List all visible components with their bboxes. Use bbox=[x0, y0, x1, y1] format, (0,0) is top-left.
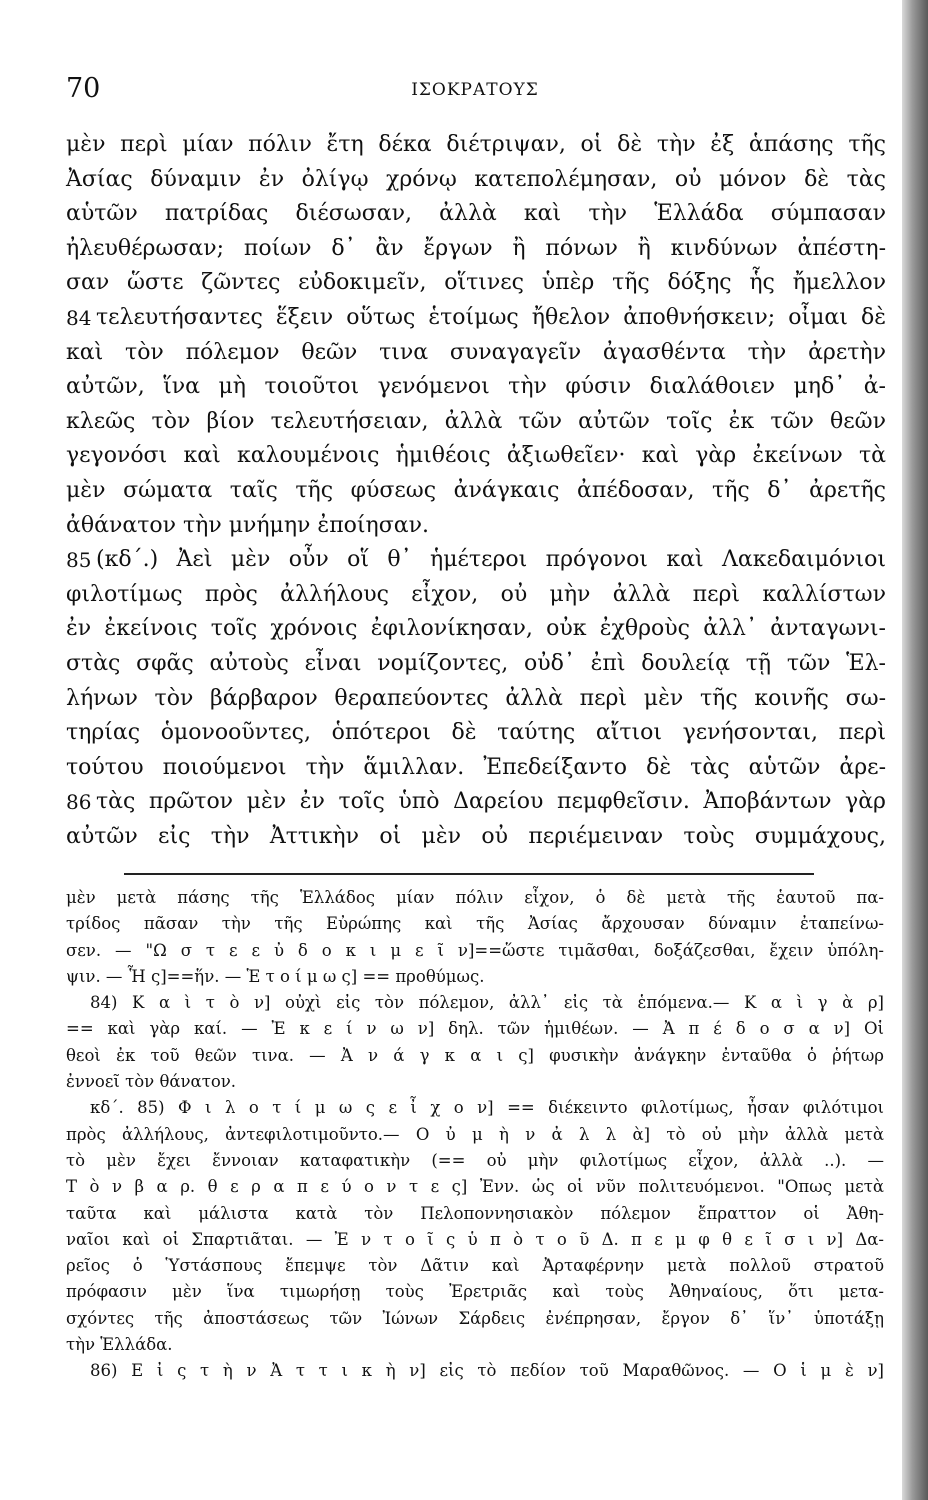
footnote-line: 84) Κ α ὶ τ ὸ ν] οὐχὶ εἰς τὸν πόλεμον, ἀλλ᾽ εἰς τὰ ἑπόμενα.— Κ α ὶ γ ὰ ρ] bbox=[90, 993, 884, 1013]
line-text: μὲν περὶ μίαν πόλιν ἔτη δέκα διέτριψαν, οἱ δὲ τὴν ἐξ ἁπάσης τῆς bbox=[66, 132, 886, 157]
main-text-line bbox=[66, 336, 886, 371]
running-head: ΙΣΟΚΡΑΤΟΥΣ bbox=[411, 80, 539, 100]
main-text-line bbox=[66, 128, 886, 163]
line-text: (κδ΄.) Ἀεὶ μὲν οὖν οἵ θ᾽ ἡμέτεροι πρόγονοι καὶ Λακεδαιμόνιοι bbox=[96, 547, 886, 573]
footnote-line: σχόντες τῆς ἀποστάσεως τῶν Ἰώνων Σάρδεις ἐνέπρησαν, ἔργον δ᾽ ἵν᾽ ὑποτάξῃ bbox=[66, 1308, 884, 1328]
footnote-line: κδ΄. 85) Φ ι λ ο τ ί μ ω ς ε ἶ χ ο ν] == διέκειντο φιλοτίμως, ἦσαν φιλότιμοι bbox=[90, 1098, 884, 1118]
main-text-line bbox=[66, 682, 886, 717]
footnote-line: Τ ὸ ν β α ρ. θ ε ρ α π ε ύ ο ν τ ε ς] Ἐνν. ὡς οἱ νῦν πολιτευόμενοι. "Οπως μετὰ bbox=[66, 1177, 884, 1197]
main-text-line bbox=[66, 578, 886, 613]
footnote-line: τρίδος πᾶσαν τὴν τῆς Εὐρώπης καὶ τῆς Ἀσίας ἄρχουσαν δύναμιν ἐταπείνω- bbox=[66, 914, 884, 934]
line-text: αὐτῶν, ἵνα μὴ τοιοῦτοι γενόμενοι τὴν φύσιν διαλάθοιεν μηδ᾽ ἀ- bbox=[66, 374, 886, 400]
footnote-line: ρεῖος ὁ Ὑστάσπους ἔπεμψε τὸν Δᾶτιν καὶ Ἀρταφέρνην μετὰ πολλοῦ στρατοῦ bbox=[66, 1256, 884, 1276]
line-text: τελευτήσαντες ἕξειν οὕτως ἑτοίμως ἤθελον ἀποθνήσκειν; οἶμαι δὲ bbox=[96, 304, 886, 330]
footnote-line: σεν. — "Ω σ τ ε ε ὐ δ ο κ ι μ ε ῖ ν]==ὥστε τιμᾶσθαι, δοξάζεσθαι, ἔχειν ὑπόλη- bbox=[66, 940, 884, 960]
page-header bbox=[66, 72, 884, 112]
line-text: καὶ τὸν πόλεμον θεῶν τινα συναγαγεῖν ἀγασθέντα τὴν ἀρετὴν bbox=[66, 339, 886, 365]
line-text: κλεῶς τὸν βίον τελευτήσειαν, ἀλλὰ τῶν αὐτῶν τοῖς ἐκ τῶν θεῶν bbox=[66, 408, 886, 434]
main-text-line bbox=[66, 509, 886, 544]
footnote-line: πρὸς ἀλλήλους, ἀντεφιλοτιμοῦντο.— Ο ὐ μ ὴ ν ἀ λ λ ὰ] τὸ οὐ μὴν ἀλλὰ μετὰ bbox=[66, 1124, 884, 1144]
main-text-line bbox=[66, 474, 886, 509]
section-number: 84 bbox=[66, 305, 92, 330]
main-text-line bbox=[66, 370, 886, 405]
line-text: σαν ὥστε ζῶντες εὐδοκιμεῖν, οἵτινες ὑπὲρ τῆς δόξης ἧς ἤμελλον bbox=[66, 270, 886, 296]
line-text: τηρίας ὁμονοοῦντες, ὁπότεροι δὲ ταύτης αἴτιοι γενήσονται, περὶ bbox=[66, 720, 886, 746]
main-text-line bbox=[66, 439, 886, 474]
line-text: ἠλευθέρωσαν; ποίων δ᾽ ἂν ἔργων ἢ πόνων ἢ κινδύνων ἀπέστη- bbox=[66, 235, 886, 261]
main-text-line bbox=[66, 543, 886, 578]
main-text-line bbox=[66, 612, 886, 647]
line-text: ἐν ἐκείνοις τοῖς χρόνοις ἐφιλονίκησαν, οὐκ ἐχθροὺς ἀλλ᾽ ἀνταγωνι- bbox=[66, 616, 886, 642]
line-text: τούτου ποιούμενοι τὴν ἅμιλλαν. Ἐπεδείξαντο δὲ τὰς αὑτῶν ἀρε- bbox=[66, 754, 886, 780]
line-text: αὑτῶν πατρίδας διέσωσαν, ἀλλὰ καὶ τὴν Ἑλλάδα σύμπασαν bbox=[66, 201, 886, 227]
line-text: γεγονόσι καὶ καλουμένοις ἡμιθέοις ἀξιωθεῖεν· καὶ γὰρ ἐκείνων τὰ bbox=[66, 443, 886, 469]
main-text-line bbox=[66, 163, 886, 198]
main-text-line bbox=[66, 820, 886, 855]
footnote-line: θεοὶ ἐκ τοῦ θεῶν τινα. — Ἀ ν ά γ κ α ι ς] φυσικὴν ἀνάγκην ἐνταῦθα ὁ ῥήτωρ bbox=[66, 1045, 884, 1065]
line-text: λήνων τὸν βάρβαρον θεραπεύοντες ἀλλὰ περὶ μὲν τῆς κοινῆς σω- bbox=[66, 685, 886, 711]
footnote-line: == καὶ γὰρ καί. — Ἐ κ ε ί ν ω ν] δηλ. τῶν ἡμιθέων. — Ἀ π έ δ ο σ α ν] Οἱ bbox=[66, 1019, 884, 1039]
footnote-line: ταῦτα καὶ μάλιστα κατὰ τὸν Πελοποννησιακὸν πόλεμον ἔπραττον οἱ Ἀθη- bbox=[66, 1203, 884, 1223]
main-text-line bbox=[66, 751, 886, 786]
line-text: στὰς σφᾶς αὐτοὺς εἶναι νομίζοντες, οὐδ᾽ ἐπὶ δουλείᾳ τῇ τῶν Ἑλ- bbox=[66, 650, 886, 676]
footnote-line: τὸ μὲν ἔχει ἔννοιαν καταφατικὴν (== οὐ μὴν φιλοτίμως εἶχον, ἀλλὰ ..). — bbox=[66, 1150, 884, 1170]
footnote-line: πρόφασιν μὲν ἵνα τιμωρήσῃ τοὺς Ἐρετριᾶς καὶ τοὺς Ἀθηναίους, ὅτι μετα- bbox=[66, 1282, 884, 1302]
main-text-line bbox=[66, 232, 886, 267]
main-text-line bbox=[66, 301, 886, 336]
line-text: τὰς πρῶτον μὲν ἐν τοῖς ὑπὸ Δαρείου πεμφθεῖσιν. Ἀποβάντων γὰρ bbox=[96, 789, 886, 815]
line-text: μὲν σώματα ταῖς τῆς φύσεως ἀνάγκαις ἀπέδοσαν, τῆς δ᾽ ἀρετῆς bbox=[66, 477, 886, 503]
footnote-line: ψιν. — Ἧ ς]==ἥν. — Ἑ τ ο ί μ ω ς] == προθύμως. bbox=[66, 966, 485, 986]
main-text-line bbox=[66, 405, 886, 440]
line-text: αὐτῶν εἰς τὴν Ἀττικὴν οἱ μὲν οὐ περιέμειναν τοὺς συμμάχους, bbox=[66, 823, 886, 849]
line-text: ἀθάνατον τὴν μνήμην ἐποίησαν. bbox=[66, 512, 429, 538]
footnote-line: μὲν μετὰ πάσης τῆς Ἑλλάδος μίαν πόλιν εἶχον, ὁ δὲ μετὰ τῆς ἑαυτοῦ πα- bbox=[66, 888, 884, 907]
footnote-line: 86) Ε ἰ ς τ ὴ ν Ἀ τ τ ι κ ὴ ν] εἰς τὸ πεδίον τοῦ Μαραθῶνος. — Ο ἱ μ ὲ ν] bbox=[90, 1361, 884, 1381]
footnote-line: τὴν Ἑλλάδα. bbox=[66, 1335, 173, 1355]
line-text: Ἀσίας δύναμιν ἐν ὀλίγῳ χρόνῳ κατεπολέμησαν, οὐ μόνον δὲ τὰς bbox=[66, 166, 886, 192]
main-text-block bbox=[66, 128, 886, 854]
page-edge-shadow bbox=[902, 0, 928, 1500]
line-text: φιλοτίμως πρὸς ἀλλήλους εἶχον, οὐ μὴν ἀλλὰ περὶ καλλίστων bbox=[66, 581, 886, 607]
page-number: 70 bbox=[66, 73, 101, 104]
main-text-line bbox=[66, 266, 886, 301]
footnote-line: ἐννοεῖ τὸν θάνατον. bbox=[66, 1072, 237, 1092]
main-text-line bbox=[66, 647, 886, 682]
section-number: 85 bbox=[66, 548, 92, 573]
section-number: 86 bbox=[66, 790, 92, 815]
main-text-line bbox=[66, 716, 886, 751]
main-text-line bbox=[66, 785, 886, 820]
main-text-line bbox=[66, 197, 886, 232]
footnote-separator bbox=[124, 873, 814, 875]
footnote-line: ναῖοι καὶ οἱ Σπαρτιᾶται. — Ἐ ν τ ο ῖ ς ὑ π ὸ τ ο ῦ Δ. π ε μ φ θ ε ῖ σ ι ν] Δα- bbox=[66, 1229, 884, 1249]
footnotes-block bbox=[66, 885, 884, 1385]
